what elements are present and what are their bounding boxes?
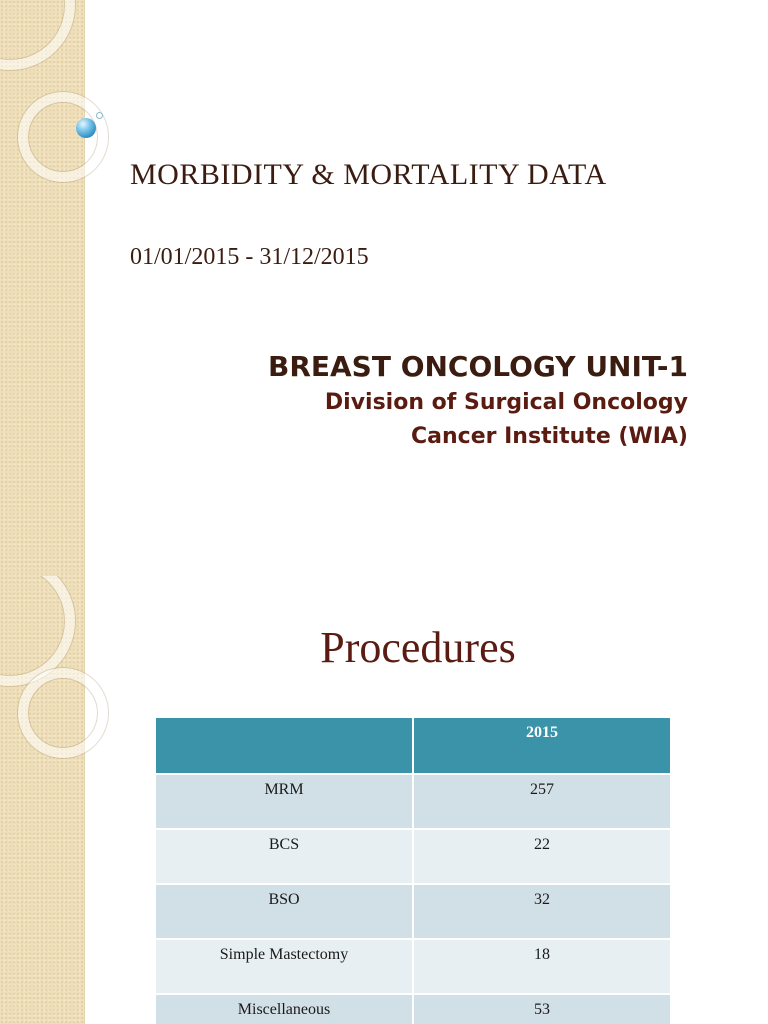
decorative-ring-icon <box>0 0 75 70</box>
table-row <box>155 939 671 994</box>
table-row <box>155 884 671 939</box>
decorative-side-band <box>0 0 85 576</box>
table-row <box>155 994 671 1024</box>
procedures-slide <box>0 576 768 1024</box>
institute-name: Cancer Institute (WIA) <box>411 424 688 449</box>
date-range: 01/01/2015 - 31/12/2015 <box>130 244 369 270</box>
procedure-count: 257 <box>413 774 671 829</box>
blue-orb-icon <box>76 118 96 138</box>
procedure-count: 32 <box>413 884 671 939</box>
decorative-ring-icon <box>18 92 108 182</box>
slide-title: MORBIDITY & MORTALITY DATA <box>130 158 607 191</box>
procedures-table <box>154 716 672 1024</box>
unit-name: BREAST ONCOLOGY UNIT-1 <box>267 350 688 383</box>
unit-info <box>268 348 688 454</box>
decorative-ring-icon <box>18 668 108 758</box>
procedure-name: Simple Mastectomy <box>155 939 413 994</box>
procedure-name: BCS <box>155 829 413 884</box>
procedure-name: Miscellaneous <box>155 994 413 1024</box>
procedure-count: 18 <box>413 939 671 994</box>
small-circle-icon <box>96 112 103 119</box>
table-header-cell <box>155 717 413 774</box>
procedure-count: 53 <box>413 994 671 1024</box>
procedures-title: Procedures <box>320 623 516 672</box>
procedure-count: 22 <box>413 829 671 884</box>
table-header-row <box>155 717 671 774</box>
division-name: Division of Surgical Oncology <box>324 390 688 415</box>
table-header-cell: 2015 <box>413 717 671 774</box>
table-row <box>155 774 671 829</box>
procedure-name: BSO <box>155 884 413 939</box>
procedure-name: MRM <box>155 774 413 829</box>
table-row <box>155 829 671 884</box>
